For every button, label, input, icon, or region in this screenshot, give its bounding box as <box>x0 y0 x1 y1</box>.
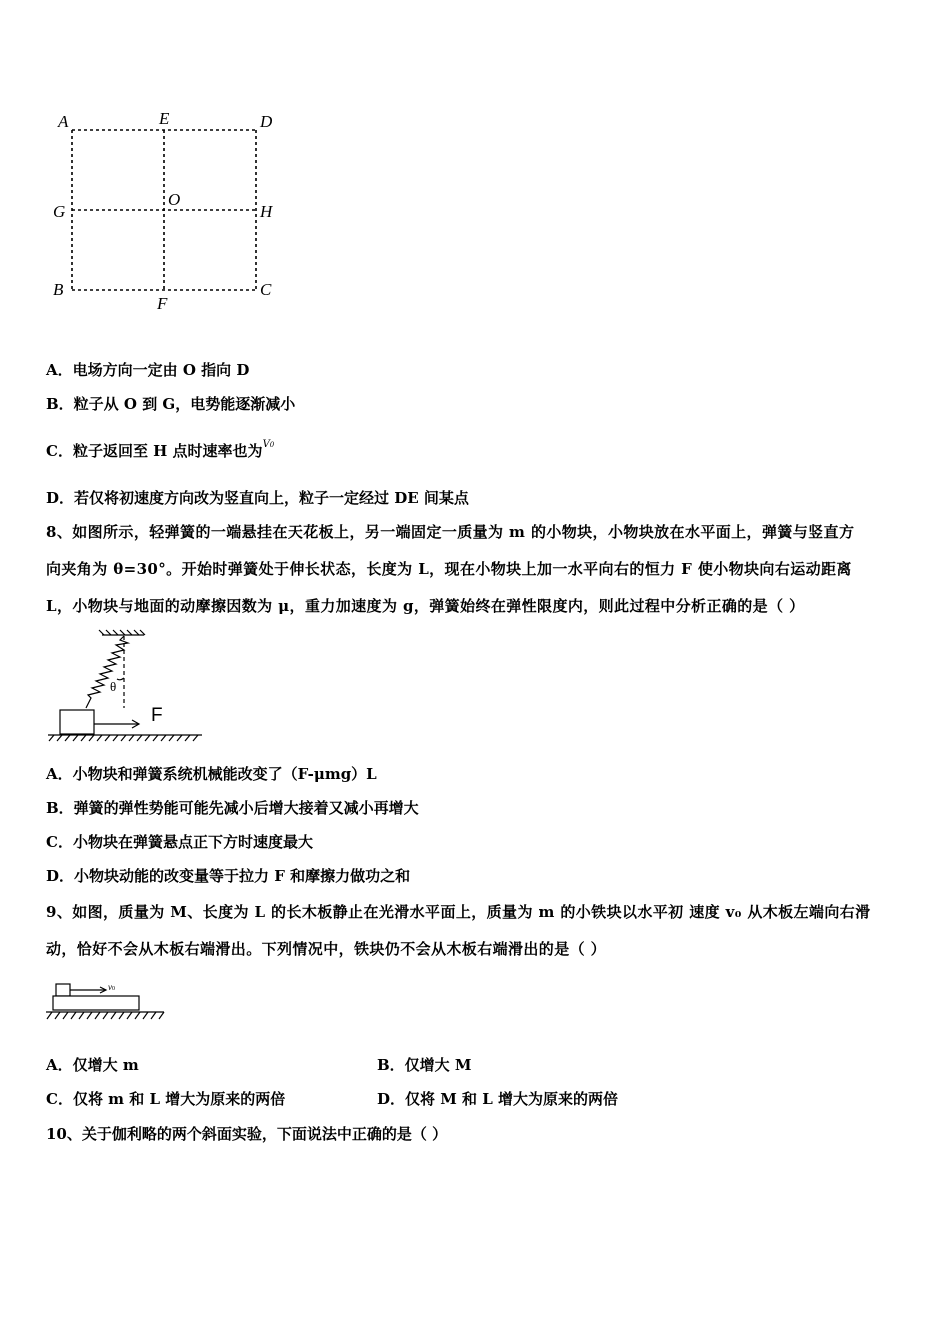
q7-square-diagram <box>44 105 284 320</box>
q9-stem-line-1: 9、如图，质量为 M、长度为 L 的长木板静止在光滑水平面上，质量为 m 的小铁块以水平初 速度 v₀ 从木板左端向右滑 <box>46 903 871 921</box>
q9-option-a: A．仅增大 m <box>46 1056 139 1074</box>
label-d: D <box>260 112 273 131</box>
q9-option-b: B．仅增大 M <box>377 1056 472 1074</box>
label-a: A <box>58 112 69 131</box>
q7-option-d: D．若仅将初速度方向改为竖直向上，粒子一定经过 DE 间某点 <box>46 489 469 507</box>
q7-option-b: B．粒子从 O 到 G，电势能逐渐减小 <box>46 395 296 413</box>
v0-label: v0 <box>108 982 115 992</box>
q7-option-c <box>46 441 274 464</box>
q9-stem-line-2: 动，恰好不会从木板右端滑出。下列情况中，铁块仍不会从木板右端滑出的是（ ） <box>46 940 607 958</box>
ground-hatch <box>49 735 198 741</box>
spring-coil <box>86 636 128 708</box>
block <box>60 710 94 734</box>
q9-option-d: D．仅将 M 和 L 增大为原来的两倍 <box>377 1090 619 1108</box>
q8-option-b: B．弹簧的弹性势能可能先减小后增大接着又减小再增大 <box>46 799 419 817</box>
q8-option-a: A．小物块和弹簧系统机械能改变了（F-μmg）L <box>46 765 377 783</box>
label-c: C <box>260 280 272 299</box>
long-plank <box>53 996 139 1010</box>
q8-stem-line-1: 8、如图所示，轻弹簧的一端悬挂在天花板上，另一端固定一质量为 m 的小物块，小物块放在水平面上，弹簧与竖直方 <box>46 523 855 541</box>
q8-spring-diagram <box>44 628 214 746</box>
q7-option-a: A．电场方向一定由 O 指向 D <box>46 361 250 379</box>
q9-option-c: C．仅将 m 和 L 增大为原来的两倍 <box>46 1090 286 1108</box>
label-h: H <box>260 202 273 221</box>
label-g: G <box>53 202 66 221</box>
ground-hatch <box>47 1012 164 1019</box>
label-o: O <box>168 190 181 209</box>
label-e: E <box>159 109 170 128</box>
q8-option-c: C．小物块在弹簧悬点正下方时速度最大 <box>46 833 313 851</box>
q10-stem: 10、关于伽利略的两个斜面实验，下面说法中正确的是（ ） <box>46 1125 448 1143</box>
iron-block <box>56 984 70 996</box>
angle-arc <box>117 678 124 680</box>
theta-label: θ <box>110 679 117 694</box>
q8-stem-line-2: 向夹角为 θ=30°。开始时弹簧处于伸长状态，长度为 L，现在小物块上加一水平向右的恒力 F 使小物块向右运动距离 <box>46 560 852 578</box>
ceiling-hatch <box>99 630 145 635</box>
q9-plank-diagram <box>44 978 168 1028</box>
q8-option-d: D．小物块动能的改变量等于拉力 F 和摩擦力做功之和 <box>46 867 411 885</box>
v0-symbol: V0 <box>262 439 275 450</box>
label-b: B <box>53 280 64 299</box>
label-f: F <box>157 294 168 313</box>
q7-option-c-text: C．粒子返回至 H 点时速率也为 <box>46 442 263 460</box>
q8-stem-line-3: L，小物块与地面的动摩擦因数为 μ，重力加速度为 g，弹簧始终在弹性限度内，则此过程中分析正确的是（ ） <box>46 597 805 615</box>
force-label: F <box>151 705 163 726</box>
